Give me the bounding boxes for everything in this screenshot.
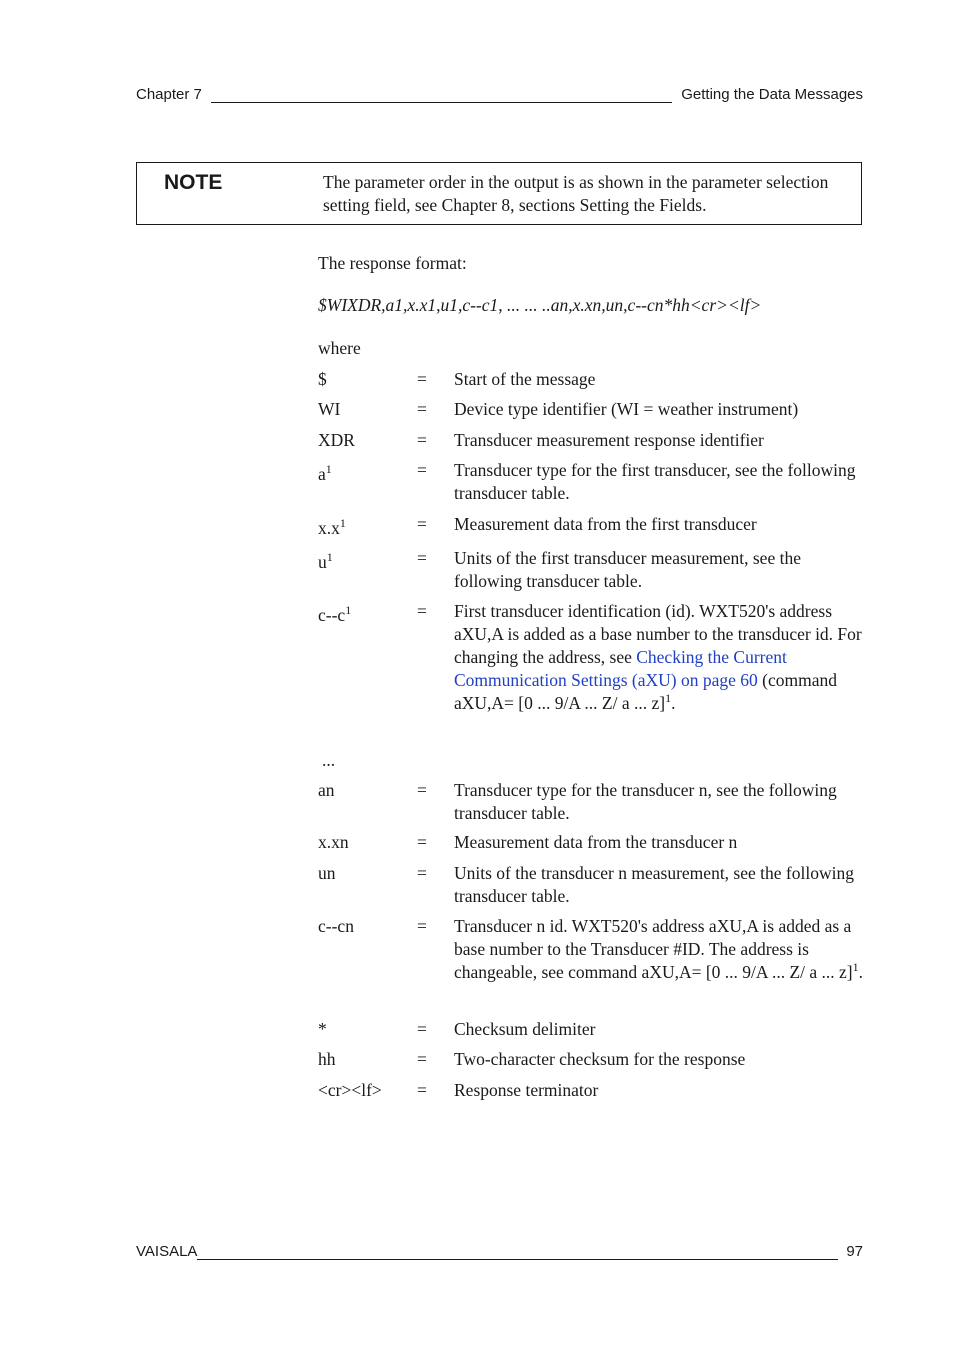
definition-term: x.xn xyxy=(318,832,349,852)
note-text: The parameter order in the output is as shown in the parameter selection setting field, see Chapter 8, sections Setting the Fields. xyxy=(323,172,829,215)
equals-sign: = xyxy=(417,601,427,621)
equals-sign: = xyxy=(417,863,427,883)
ellipsis: ... xyxy=(322,750,336,770)
definition-term: an xyxy=(318,780,335,800)
superscript: 1 xyxy=(325,462,332,477)
definition-term: $c--c^1$ xyxy=(318,603,352,625)
note-box xyxy=(136,162,862,225)
brand-name: VAISALA xyxy=(136,1243,198,1260)
equals-sign: = xyxy=(417,780,427,800)
equals-sign: = xyxy=(417,548,427,568)
note-label: NOTE xyxy=(164,171,223,194)
definition-desc: Measurement data from the first transducer xyxy=(454,514,757,534)
ellipsis-row xyxy=(322,749,870,772)
superscript: 1 xyxy=(326,550,333,565)
definition-term: un xyxy=(318,863,336,883)
format-string: $WIXDR,a1,x.x1,u1,c--c1, ... ... ..an,x.xn,un,c--cn*hh<cr><lf> xyxy=(318,295,762,315)
header-rule xyxy=(211,86,672,103)
equals-sign: = xyxy=(417,1019,427,1039)
definition-desc: Two-character checksum for the response xyxy=(454,1049,746,1069)
superscript: 1 xyxy=(852,960,859,975)
equals-sign: = xyxy=(417,460,427,480)
page-header xyxy=(136,86,863,106)
where-label: where xyxy=(318,338,361,358)
equals-sign: = xyxy=(417,1080,427,1100)
definition-desc: Device type identifier (WI = weather instrument) xyxy=(454,399,799,419)
definition-term: WI xyxy=(318,399,341,419)
definition-term: <cr><lf> xyxy=(318,1080,382,1100)
definition-term: XDR xyxy=(318,430,355,450)
equals-sign: = xyxy=(417,399,427,419)
page-link[interactable]: Checking the Current Communication Settings (aXU) on page 60 xyxy=(454,647,787,690)
definition-desc: Transducer type for the first transducer, see the following transducer table. xyxy=(454,460,856,503)
definition-term: c--cn xyxy=(318,916,354,936)
superscript: 1 xyxy=(345,603,352,618)
definition-desc: Units of the first transducer measurement, see the following transducer table. xyxy=(454,548,801,591)
definition-desc: Start of the message xyxy=(454,369,596,389)
definition-desc: Units of the transducer n measurement, see the following transducer table. xyxy=(454,863,854,906)
page-footer xyxy=(136,1243,863,1263)
definition-term: $ xyxy=(318,369,327,389)
chapter-label: Chapter 7 xyxy=(136,86,202,103)
equals-sign: = xyxy=(417,1049,427,1069)
definition-desc: Transducer type for the transducer n, see the following transducer table. xyxy=(454,780,837,823)
equals-sign: = xyxy=(417,369,427,389)
definition-term: $x.x^1$ xyxy=(318,516,346,538)
definition-desc: Checksum delimiter xyxy=(454,1019,596,1039)
equals-sign: = xyxy=(417,514,427,534)
intro-text: The response format: xyxy=(318,253,467,273)
definition-desc: Transducer n id. WXT520's address aXU,A is added as a base number to the Transducer #ID. The address is changeable, see command aXU,A= [0 ... 9/A ... Z/ a ... z]$^1$. xyxy=(454,916,864,982)
equals-sign: = xyxy=(417,916,427,936)
definition-desc: Response terminator xyxy=(454,1080,599,1100)
footer-rule xyxy=(197,1243,838,1260)
definition-term: * xyxy=(318,1019,327,1039)
definition-desc: Transducer measurement response identifier xyxy=(454,430,764,450)
definition-term: $a^1$ xyxy=(318,462,332,484)
page-number: 97 xyxy=(846,1243,863,1260)
superscript: 1 xyxy=(339,516,346,531)
definition-term: hh xyxy=(318,1049,336,1069)
equals-sign: = xyxy=(417,430,427,450)
definition-term: $u^1$ xyxy=(318,550,333,572)
superscript: 1 xyxy=(665,691,672,706)
section-title: Getting the Data Messages xyxy=(681,86,863,103)
definition-desc: Measurement data from the transducer n xyxy=(454,832,738,852)
equals-sign: = xyxy=(417,832,427,852)
definition-desc: First transducer identification (id). WXT520's address aXU,A is added as a base number to the transducer id. For changing the address, see Checking the Current Communication Settings (aXU) on page 60 (command aXU,A= [0 ... 9/A ... Z/ a ... z]$^1$. xyxy=(454,601,862,713)
